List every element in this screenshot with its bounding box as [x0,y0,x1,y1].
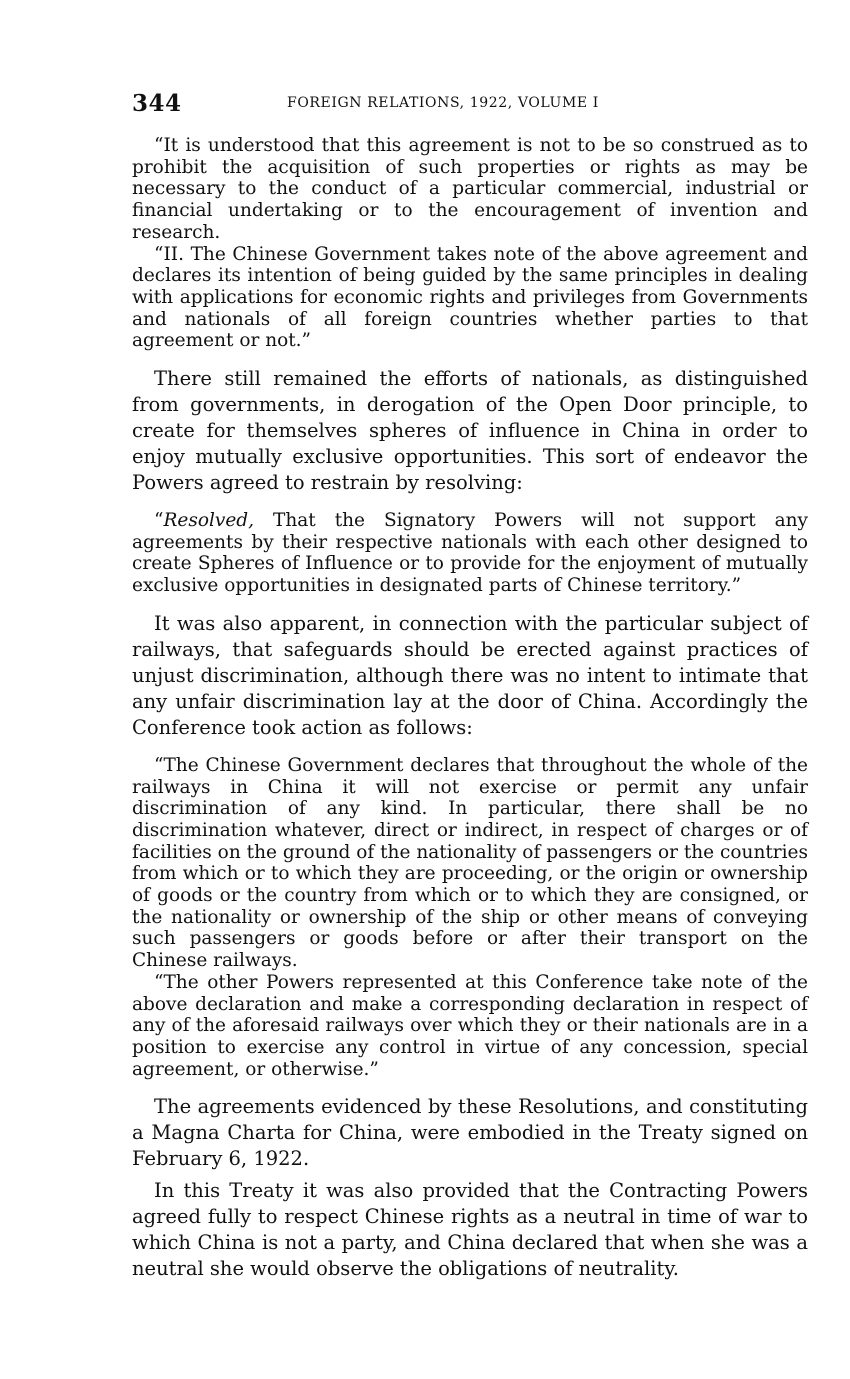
quoted-paragraph-railway-declaration: “The Chinese Government declares that throughout the whole of the railways in China it will not exercise or permit any unfair discrimination of any kind. In particular, there shall be no discrimination whatever, direct or indirect, in respect of charges or of facilities on the ground of the nationality of passengers or the countries from which or to which they are proceeding, or the origin or ownership of goods or the country from which or to which they are consigned, or the nationality or ownership of the ship or other means of conveying such passengers or goods before or after their transport on the Chinese railways. [132,754,808,972]
quoted-paragraph-other-powers: “The other Powers represented at this Conference take note of the above declaration and make a corresponding declaration in respect of any of the aforesaid railways over which they or their nationals are in a position to exercise any control in virtue of any concession, special agreement, or otherwise.” [132,971,808,1080]
page-body [132,135,808,1282]
running-head: FOREIGN RELATIONS, 1922, VOLUME I [287,95,599,111]
paragraph-spheres-of-influence: There still remained the efforts of nationals, as distinguished from governments, in derogation of the Open Door principle, to create for themselves spheres of influence in China in order to enjoy mutually exclusive opportunities. This sort of endeavor the Powers agreed to restrain by resolving: [132,367,808,495]
paragraph-neutrality: In this Treaty it was also provided that the Contracting Powers agreed fully to respect Chinese rights as a neutral in time of war to which China is not a party, and China declared that when she was a neutral she would observe the obligations of neutrality. [132,1179,808,1281]
paragraph-railways: It was also apparent, in connection with the particular subject of railways, that safeguards should be erected against practices of unjust discrimination, although there was no intent to intimate that any unfair discrimination lay at the door of China. Accordingly the Conference took action as follows: [132,611,808,739]
quoted-paragraph-chinese-government-note: “II. The Chinese Government takes note of the above agreement and declares its intention of being guided by the same principles in dealing with applications for economic rights and privileges from Governments and nationals of all foreign countries whether parties to that agreement or not.” [132,243,808,352]
paragraph-magna-charta: The agreements evidenced by these Resolutions, and constituting a Magna Charta for China, were embodied in the Treaty signed on February 6, 1922. [132,1095,808,1171]
page-number: 344 [132,90,182,117]
page-header [132,90,808,120]
resolution-open-quote: “ [154,510,164,532]
resolution-text: That the Signatory Powers will not support any agreements by their respective nationals with each other designed to create Spheres of Influence or to provide for the enjoyment of mutually exclusive opportunities in designated parts of Chinese territory.” [132,510,808,597]
resolved-italic: Resolved, [163,510,255,532]
quoted-resolution [132,510,808,597]
quoted-paragraph-understood: “It is understood that this agreement is not to be so construed as to prohibit the acquisition of such properties or rights as may be necessary to the conduct of a particular commercial, industrial or financial undertaking or to the encouragement of invention and research. [132,135,808,243]
